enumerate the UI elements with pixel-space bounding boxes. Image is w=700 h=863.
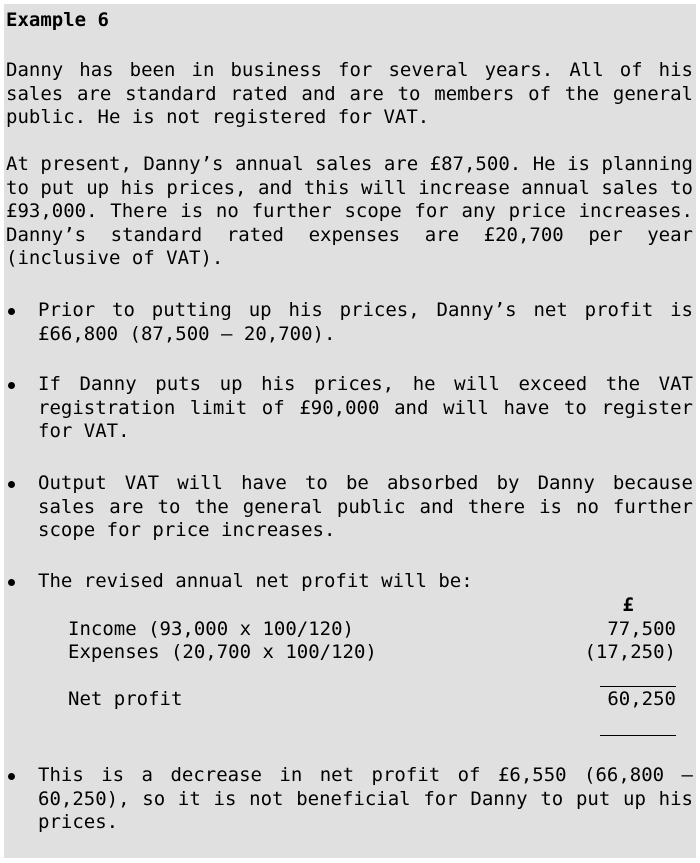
calc-label: Expenses (20,700 x 100/120) — [68, 641, 377, 663]
bullet-item — [6, 299, 693, 346]
net-profit-calculation — [68, 594, 676, 710]
calc-total-amount: 60,250 — [607, 688, 676, 710]
calc-amount: (17,250) — [584, 641, 676, 663]
bullet-icon — [8, 308, 15, 315]
bullet-item — [6, 472, 693, 543]
bullet-item — [6, 764, 693, 835]
total-rule — [600, 735, 676, 736]
calc-row — [68, 641, 676, 665]
calc-label: Income (93,000 x 100/120) — [68, 617, 354, 640]
bullet-text: Output VAT will have to be absorbed by Danny because sales are to the general public and there is no further scope for price increases. — [38, 472, 693, 541]
bullet-text: This is a decrease in net profit of £6,550 (66,800 – 60,250), so it is not beneficial for Danny to put up his prices. — [38, 764, 693, 833]
sales-paragraph: At present, Danny’s annual sales are £87,500. He is planning to put up his prices, and this will increase annual sales to £93,000. There is no further scope for any price increases. Danny’s standard rated expenses are £20,700 per year (inclusive of VAT). — [6, 153, 693, 269]
bullet-icon — [8, 382, 15, 389]
subtotal-rule — [600, 686, 676, 687]
example-title: Example 6 — [6, 9, 109, 31]
currency-header: £ — [622, 594, 634, 616]
bullet-icon — [8, 579, 15, 586]
bullet-text: Prior to putting up his prices, Danny’s net profit is £66,800 (87,500 – 20,700). — [38, 299, 693, 345]
bullet-item — [6, 570, 693, 594]
intro-paragraph: Danny has been in business for several years. All of his sales are standard rated and are to members of the general public. He is not registered for VAT. — [6, 59, 693, 128]
bullet-item — [6, 373, 693, 444]
calc-total-label: Net profit — [68, 688, 183, 710]
example-panel — [4, 4, 696, 858]
calc-amount: 77,500 — [607, 617, 676, 640]
calc-total-row — [68, 688, 676, 712]
calc-row — [68, 618, 676, 642]
bullet-text: If Danny puts up his prices, he will exceed the VAT registration limit of £90,000 and will have to register for VAT. — [38, 373, 693, 442]
bullet-text: The revised annual net profit will be: — [38, 570, 473, 592]
bullet-icon — [8, 773, 15, 780]
bullet-icon — [8, 481, 15, 488]
